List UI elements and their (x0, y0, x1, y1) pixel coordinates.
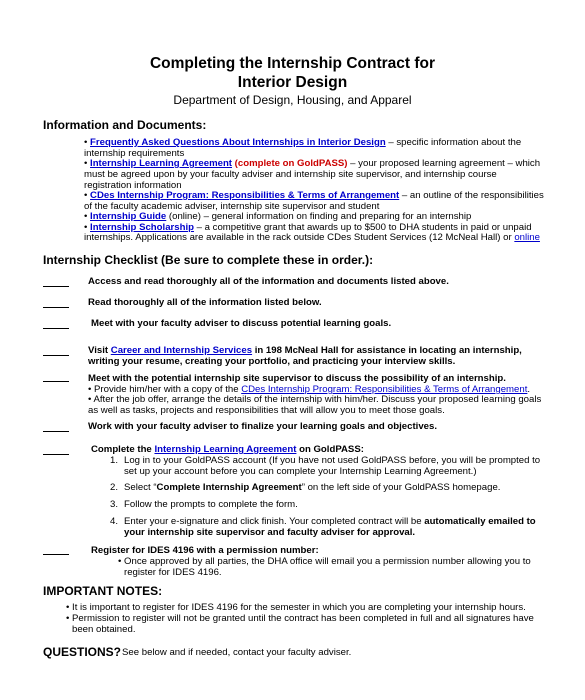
guide-desc: (online) – general information on finding and preparing for an internship (166, 211, 472, 222)
checkbox-blank-6[interactable] (43, 431, 69, 432)
checklist-item-8: Register for IDES 4196 with a permission number: (91, 545, 319, 556)
questions-text: See below and if needed, contact your faculty adviser. (122, 647, 352, 658)
note-2-cont: been obtained. (72, 624, 136, 635)
checklist-item-2: Read thoroughly all of the information listed below. (88, 297, 322, 308)
checklist-item-8-bullet-cont: register for IDES 4196. (124, 567, 222, 578)
checkbox-blank-7[interactable] (43, 454, 69, 455)
checkbox-blank-3[interactable] (43, 328, 69, 329)
checklist-item-5-bullet-2-cont: as well as tasks, projects and responsibilities that will allow you to meet those goals. (88, 405, 445, 416)
terms-arrangement-link[interactable]: CDes Internship Program: Responsibilities & Terms of Arrangement (241, 384, 528, 395)
c5-b1-pre: • Provide him/her with a copy of the (88, 384, 242, 395)
step-2-text (124, 482, 500, 494)
info-item-learning-agreement: • Internship Learning Agreement (complete on GoldPASS) – your proposed learning agreement – which (84, 158, 541, 169)
step-4-number: 4. (110, 516, 119, 527)
checklist-item-8-bullet: • Once approved by all parties, the DHA office will email you a permission number allowing you to (118, 556, 531, 567)
checkbox-blank-2[interactable] (43, 307, 69, 308)
info-item-la-cont2: registration information (84, 180, 182, 191)
info-item-scholarship-cont (84, 232, 540, 244)
info-item-la-cont1: must be agreed upon by your faculty adviser and internship site supervisor, and internship course (84, 169, 497, 180)
s2-post: ” on the left side of your GoldPASS homepage. (301, 482, 501, 493)
checkbox-blank-5[interactable] (43, 381, 69, 382)
faq-desc: – specific information about the (385, 137, 522, 148)
learning-agreement-link[interactable]: Internship Learning Agreement (90, 158, 233, 169)
info-heading: Information and Documents: (43, 118, 207, 132)
scholarship-cont-text: internships. Applications are available in the rack outside CDes Student Services (12 McNeal Hall) or (84, 232, 515, 243)
goldpass-note: (complete on GoldPASS) (232, 158, 348, 169)
terms-desc: – an outline of the responsibilities (399, 190, 544, 201)
checklist-item-7 (91, 444, 364, 456)
note-1: • It is important to register for IDES 4196 for the semester in which you are completing your internship hours. (66, 602, 526, 613)
s4-pre: Enter your e-signature and click finish. Your completed contract will be (124, 516, 425, 527)
faq-link[interactable]: Frequently Asked Questions About Internships in Interior Design (90, 137, 386, 148)
checklist-heading: Internship Checklist (Be sure to complete these in order.): (43, 253, 374, 267)
step-1-cont: set up your account before you can complete your Internship Learning Agreement.) (124, 466, 477, 477)
guide-link[interactable]: Internship Guide (90, 211, 167, 222)
info-item-terms: • CDes Internship Program: Responsibilities & Terms of Arrangement – an outline of the responsibilities (84, 190, 544, 201)
checklist-item-5: Meet with the potential internship site supervisor to discuss the possibility of an internship. (88, 373, 506, 384)
step-2-number: 2. (110, 482, 119, 493)
checklist-item-1: Access and read thoroughly all of the information and documents listed above. (88, 276, 449, 287)
checklist-item-6: Work with your faculty adviser to finalize your learning goals and objectives. (88, 421, 438, 432)
c5-b1-post: . (527, 384, 531, 395)
checklist-item-5-bullet-2: • After the job offer, arrange the details of the internship with him/her. Discuss your proposed learning goals (88, 394, 542, 405)
s2-pre: Select “ (124, 482, 157, 493)
checklist-item-4 (88, 345, 522, 357)
learning-agreement-link-2[interactable]: Internship Learning Agreement (154, 444, 297, 455)
checklist-item-4-cont: writing your resume, creating your portfolio, and practicing your interview skills. (88, 356, 456, 367)
note-2: • Permission to register will not be granted until the contract has been completed in full and all signatures have (66, 613, 534, 624)
info-item-guide: • Internship Guide (online) – general information on finding and preparing for an internship (84, 211, 472, 222)
s2-bold: Complete Internship Agreement (156, 482, 302, 493)
department-subtitle: Department of Design, Housing, and Apparel (173, 93, 412, 107)
checklist-item-3: Meet with your faculty adviser to discuss potential learning goals. (91, 318, 392, 329)
info-item-faq-cont: internship requirements (84, 148, 185, 159)
title-line-2: Interior Design (237, 74, 348, 91)
step-3-number: 3. (110, 499, 119, 510)
learning-agreement-desc: – your proposed learning agreement – which (347, 158, 541, 169)
step-1-number: 1. (110, 455, 119, 466)
scholarship-link[interactable]: Internship Scholarship (90, 222, 194, 233)
info-item-scholarship: • Internship Scholarship – a competitive grant that awards up to $500 to DHA students in paid or unpaid (84, 222, 532, 233)
terms-link[interactable]: CDes Internship Program: Responsibilities & Terms of Arrangement (90, 190, 400, 201)
info-item-faq: • Frequently Asked Questions About Internships in Interior Design – specific information about the (84, 137, 522, 148)
career-services-link[interactable]: Career and Internship Services (110, 345, 253, 356)
step-3-text: Follow the prompts to complete the form. (124, 499, 298, 510)
s4-bold: automatically emailed to (424, 516, 536, 527)
checkbox-blank-8[interactable] (43, 554, 69, 555)
questions-heading: QUESTIONS? (43, 645, 122, 659)
step-4-cont: your internship site supervisor and faculty adviser for approval. (124, 527, 416, 538)
c4-post: in 198 McNeal Hall for assistance in locating an internship, (252, 345, 522, 356)
checkbox-blank-4[interactable] (43, 355, 69, 356)
step-1-text: Log in to your GoldPASS account (If you have not used GoldPASS before, you will be prompted to (124, 455, 541, 466)
c7-post: on GoldPASS: (296, 444, 364, 455)
c7-pre: Complete the (91, 444, 155, 455)
notes-heading: IMPORTANT NOTES: (43, 584, 163, 598)
c4-pre: Visit (88, 345, 111, 356)
info-item-terms-cont: of the faculty academic adviser, internship site supervisor and student (84, 201, 380, 212)
checkbox-blank-1[interactable] (43, 286, 69, 287)
scholarship-desc: – a competitive grant that awards up to $500 to DHA students in paid or unpaid (193, 222, 532, 233)
step-4-text (124, 516, 536, 528)
online-link[interactable]: online (514, 232, 540, 243)
title-line-1: Completing the Internship Contract for (149, 55, 436, 72)
